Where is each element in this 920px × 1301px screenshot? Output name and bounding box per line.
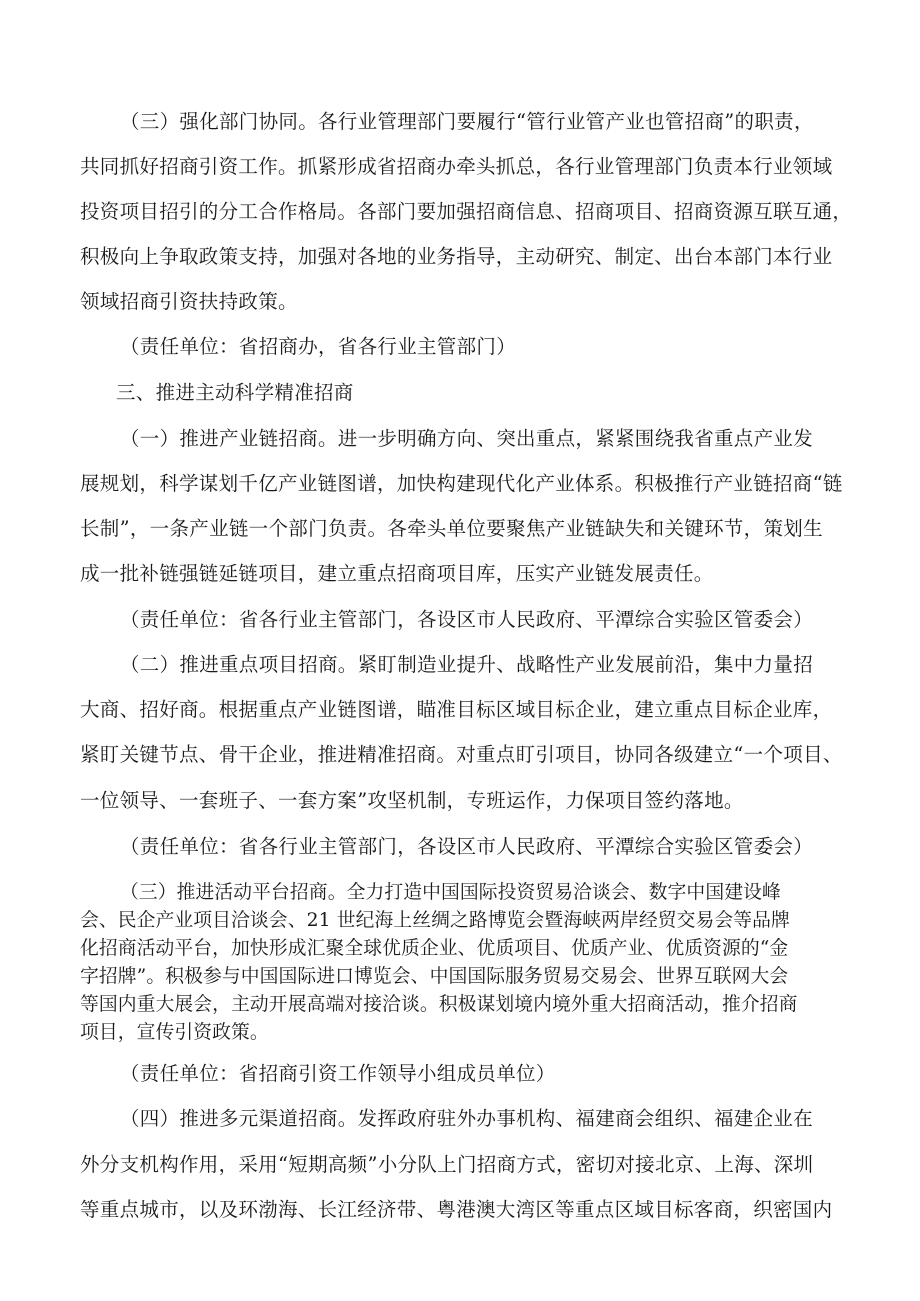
responsibility-note: （责任单位：省各行业主管部门，各设区市人民政府、平潭综合实验区管委会） bbox=[120, 608, 814, 631]
para-line: 会、民企产业项目洽谈会、21 世纪海上丝绸之路博览会暨海峡两岸经贸交易会等品牌 bbox=[80, 910, 790, 931]
para-line: 外分支机构作用，采用“短期高频”小分队上门招商方式，密切对接北京、上海、深圳 bbox=[80, 1153, 814, 1176]
para-line: 投资项目招引的分工合作格局。各部门要加强招商信息、招商项目、招商资源互联互通， bbox=[80, 200, 853, 223]
para-line: （二）推进重点项目招商。紧盯制造业提升、战略性产业发展前沿，集中力量招 bbox=[120, 653, 814, 676]
para-line: 紧盯关键节点、骨干企业，推进精准招商。对重点盯引项目，协同各级建立“一个项目、 bbox=[80, 743, 843, 766]
para-line: （一）推进产业链招商。进一步明确方向、突出重点，紧紧围绕我省重点产业发 bbox=[120, 427, 814, 450]
responsibility-note: （责任单位：省招商办，省各行业主管部门） bbox=[120, 335, 517, 358]
para-line: 领域招商引资扶持政策。 bbox=[80, 290, 298, 313]
section-heading: 三、推进主动科学精准招商 bbox=[116, 381, 354, 404]
para-line: 大商、招好商。根据重点产业链图谱，瞄准目标区域目标企业，建立重点目标企业库， bbox=[80, 698, 833, 721]
para-line: （三）推进活动平台招商。全力打造中国国际投资贸易洽谈会、数字中国建设峰 bbox=[120, 882, 781, 903]
para-line: 成一批补链强链延链项目，建立重点招商项目库，压实产业链发展责任。 bbox=[80, 562, 714, 585]
para-line: 积极向上争取政策支持，加强对各地的业务指导，主动研究、制定、出台本部门本行业 bbox=[80, 245, 833, 268]
responsibility-note: （责任单位：省各行业主管部门，各设区市人民政府、平潭综合实验区管委会） bbox=[120, 835, 814, 858]
para-line: （四）推进多元渠道招商。发挥政府驻外办事机构、福建商会组织、福建企业在 bbox=[120, 1107, 814, 1130]
para-line: （三）强化部门协同。各行业管理部门要履行“管行业管产业也管招商”的职责， bbox=[120, 110, 814, 133]
para-line: 字招牌”。积极参与中国国际进口博览会、中国国际服务贸易交易会、世界互联网大会 bbox=[80, 966, 789, 987]
para-line: 化招商活动平台，加快形成汇聚全球优质企业、优质项目、优质产业、优质资源的“金 bbox=[80, 938, 789, 959]
responsibility-note: （责任单位：省招商引资工作领导小组成员单位） bbox=[120, 1062, 556, 1085]
para-line: 一位领导、一套班子、一套方案”攻坚机制，专班运作，力保项目签约落地。 bbox=[80, 789, 744, 812]
para-line: 项目，宣传引资政策。 bbox=[80, 1022, 269, 1043]
para-line: 长制”，一条产业链一个部门负责。各牵头单位要聚焦产业链缺失和关键环节，策划生 bbox=[80, 517, 823, 540]
para-line: 展规划，科学谋划千亿产业链图谱，加快构建现代化产业体系。积极推行产业链招商“链 bbox=[80, 472, 843, 495]
para-line: 等国内重大展会，主动开展高端对接洽谈。积极谋划境内境外重大招商活动，推介招商 bbox=[80, 994, 798, 1015]
para-line: 共同抓好招商引资工作。抓紧形成省招商办牵头抓总，各行业管理部门负责本行业领域 bbox=[80, 155, 833, 178]
para-line: 等重点城市，以及环渤海、长江经济带、粤港澳大湾区等重点区域目标客商，织密国内 bbox=[80, 1198, 833, 1221]
